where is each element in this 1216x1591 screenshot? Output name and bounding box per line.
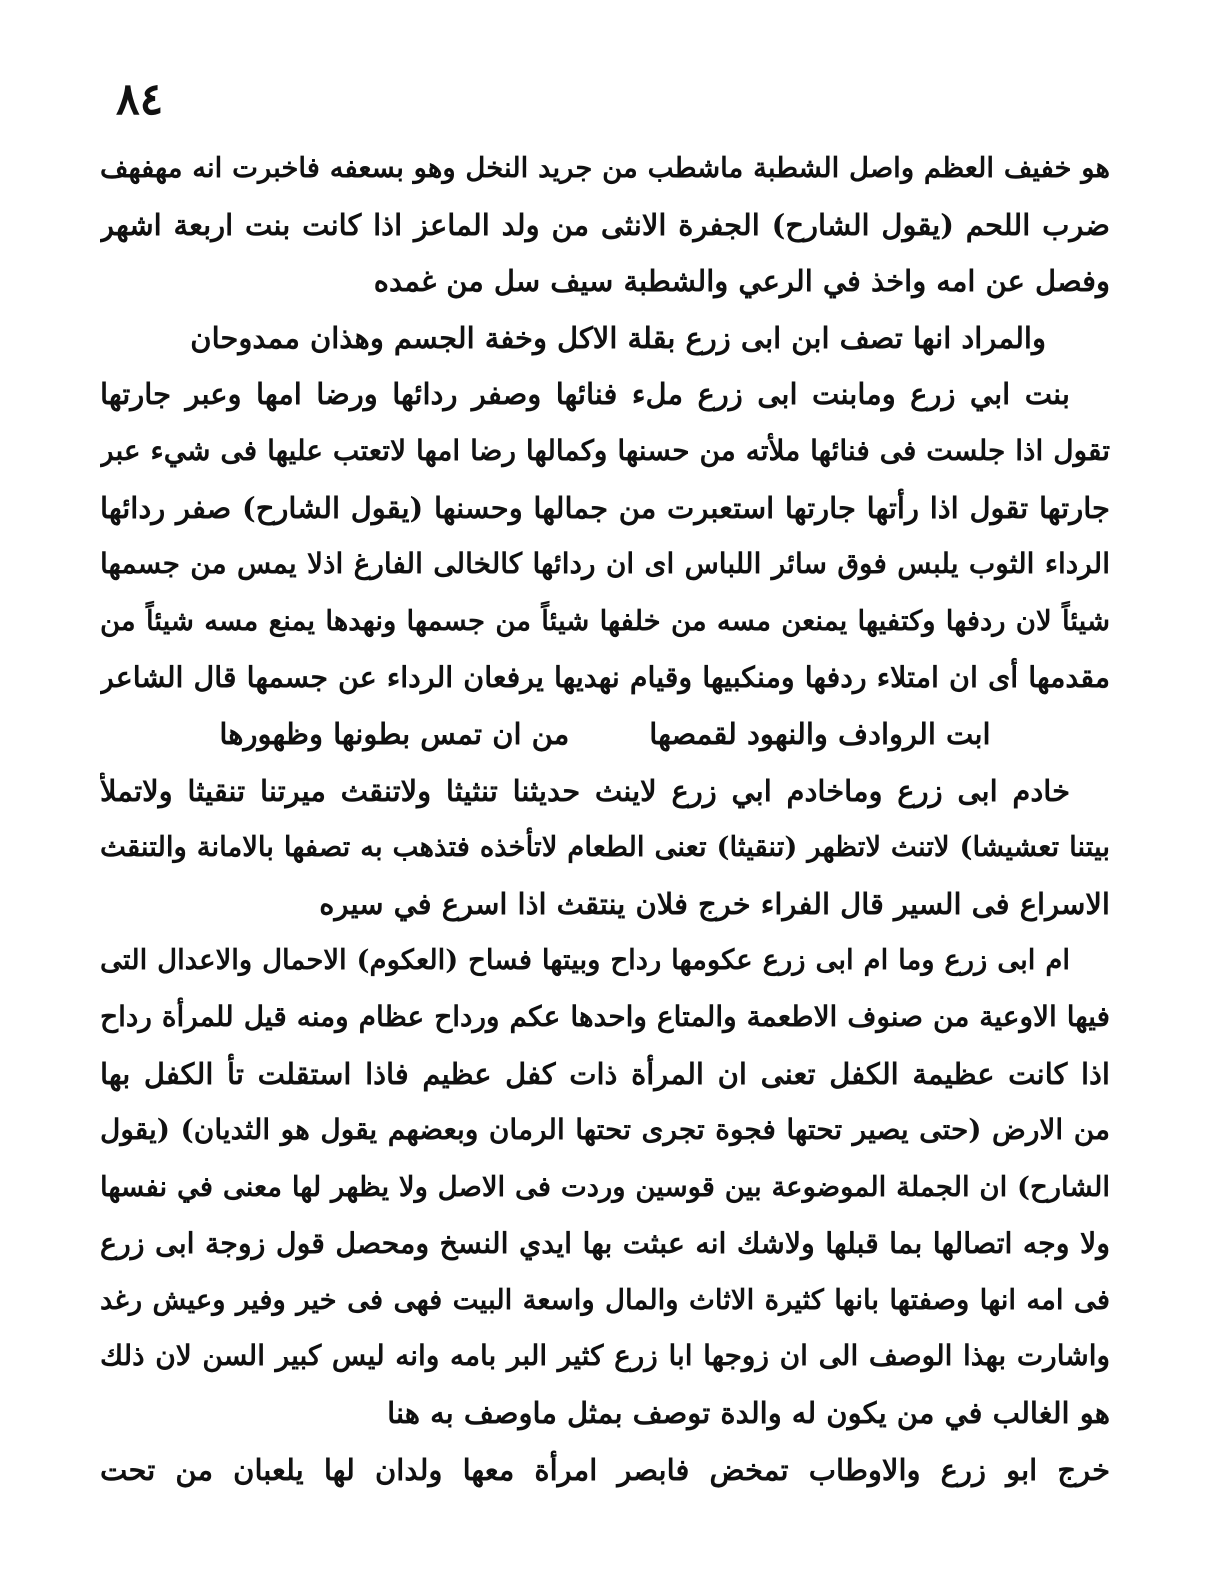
text-line: الرداء الثوب يلبس فوق سائر اللباس اى ان ردائها كالخالى الفارغ اذلا يمس من جسمها — [100, 547, 1110, 581]
text-line: والمراد انها تصف ابن ابى زرع بقلة الاكل وخفة الجسم وهذان ممدوحان — [190, 320, 1046, 355]
text-line: خادم ابى زرع وماخادم ابي زرع لاينث حديثنا تنثيثا ولاتنقث ميرتنا تنقيثا ولاتملأ — [100, 773, 1070, 808]
text-line: هو الغالب في من يكون له والدة توصف بمثل ماوصف به هنا — [387, 1396, 1110, 1431]
text-line: من الارض (حتى يصير تحتها فجوة تجرى تحتها الرمان وبعضهم يقول هو الثديان) (يقول — [100, 1113, 1110, 1147]
text-line: ضرب اللحم (يقول الشارح) الجفرة الانثى من ولد الماعز اذا كانت بنت اربعة اشهر — [100, 207, 1110, 242]
text-line: الاسراع فى السير قال الفراء خرج فلان ينتقث اذا اسرع في سيره — [319, 886, 1110, 921]
text-line: جارتها تقول اذا رأتها جارتها استعبرت من جمالها وحسنها (يقول الشارح) صفر ردائها — [100, 490, 1110, 525]
page-number: ٨٤ — [116, 74, 164, 125]
text-line: شيئاً لان ردفها وكتفيها يمنعن مسه من خلفها شيئاً من جسمها ونهدها يمنع مسه شيئاً من — [100, 604, 1110, 637]
text-line: ام ابى زرع وما ام ابى زرع عكومها رداح وبيتها فساح (العكوم) الاحمال والاعدال التى — [100, 944, 1070, 977]
text-line: بيتنا تعشيشا) لاتنث لاتظهر (تنقيثا) تعنى الطعام لاتأخذه فتذهب به تصفها بالامانة والتنقث — [100, 831, 1110, 864]
text-line: مقدمها أى ان امتلاء ردفها ومنكبيها وقيام نهديها يرفعان الرداء عن جسمها قال الشاعر — [100, 660, 1110, 695]
text-line: فيها الاوعية من صنوف الاطعمة والمتاع واحدها عكم ورداح عظام ومنه قيل للمرأة رداح — [100, 999, 1110, 1033]
text-line: ولا وجه اتصالها بما قبلها ولاشك انه عبثت بها ايدي النسخ ومحصل قول زوجة ابى زرع — [100, 1226, 1110, 1261]
text-line: وفصل عن امه واخذ في الرعي والشطبة سيف سل من غمده — [373, 264, 1110, 299]
text-line: هو خفيف العظم واصل الشطبة ماشطب من جريد النخل وهو بسعفه فاخبرت انه مهفهف — [100, 152, 1110, 184]
verse-hemistich-second: من ان تمس بطونها وظهورها — [219, 716, 570, 751]
poem-verse — [100, 706, 1110, 763]
text-line: واشارت بهذا الوصف الى ان زوجها ابا زرع كثير البر بامه وانه ليس كبير السن لان ذلك — [100, 1339, 1110, 1373]
text-line: بنت ابي زرع ومابنت ابى زرع ملء فنائها وصفر ردائها ورضا امها وعبر جارتها — [100, 377, 1070, 412]
text-line: خرج ابو زرع والاوطاب تمخض فابصر امرأة معها ولدان لها يلعبان من تحت — [100, 1452, 1110, 1487]
text-line: اذا كانت عظيمة الكفل تعنى ان المرأة ذات كفل عظيم فاذا استقلت تأ الكفل بها — [100, 1056, 1110, 1091]
text-body — [100, 140, 1110, 1498]
verse-hemistich-first: ابت الروادف والنهود لقمصها — [649, 716, 991, 751]
text-line: فى امه انها وصفتها بانها كثيرة الاثاث والمال واسعة البيت فهى فى خير وفير وعيش رغد — [100, 1283, 1110, 1316]
text-line: تقول اذا جلست فى فنائها ملأته من حسنها وكمالها رضا امها لاتعتب عليها فى شيء عبر — [100, 433, 1110, 467]
text-line: الشارح) ان الجملة الموضوعة بين قوسين وردت فى الاصل ولا يظهر لها معنى في نفسها — [100, 1170, 1110, 1203]
